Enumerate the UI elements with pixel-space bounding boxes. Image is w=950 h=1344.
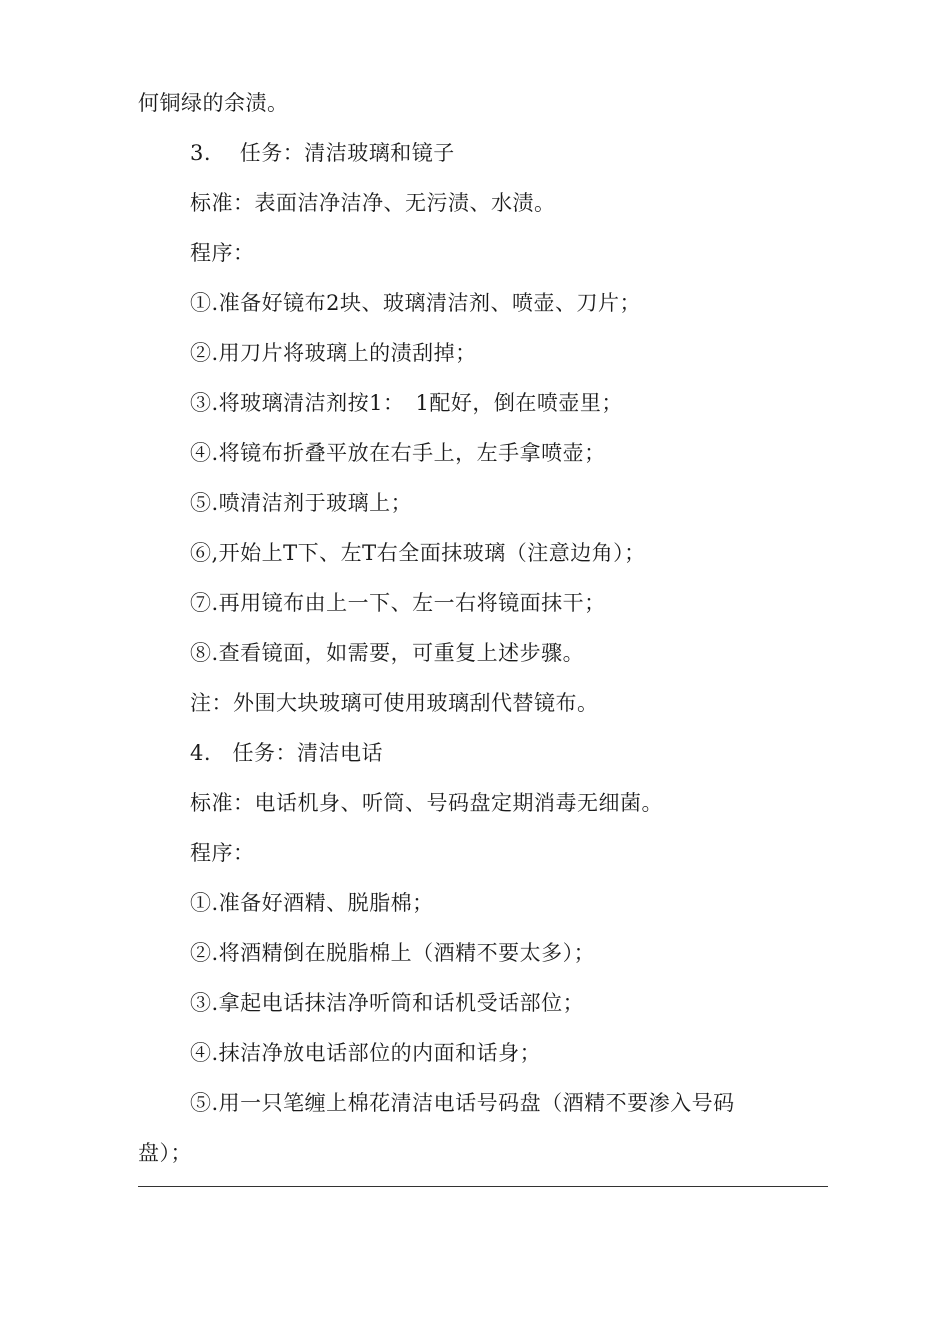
list-item: ⑥,开始上T下、左T右全面抹玻璃（注意边角）； (190, 541, 646, 565)
list-item: ③.拿起电话抹洁净听筒和话机受话部位； (190, 991, 585, 1015)
text-line: 程序： (190, 241, 255, 265)
list-item: ⑤.用一只笔缠上棉花清洁电话号码盘（酒精不要渗入号码 (190, 1091, 735, 1115)
list-item: ⑦.再用镜布由上一下、左一右将镜面抹干； (190, 591, 606, 615)
note-text: 注：外围大块玻璃可使用玻璃刮代替镜布。 (190, 691, 599, 715)
list-item: ⑧.查看镜面，如需要，可重复上述步骤。 (190, 641, 585, 665)
list-item: ①.准备好镜布2块、玻璃清洁剂、喷壶、刀片； (190, 291, 642, 315)
list-item: ①.准备好酒精、脱脂棉； (190, 891, 434, 915)
text-line: 标准：表面洁净洁净、无污渍、水渍。 (190, 191, 556, 215)
list-item: ④.将镜布折叠平放在右手上，左手拿喷壶； (190, 441, 606, 465)
list-item: ③.将玻璃清洁剂按1： 1配好，倒在喷壶里； (190, 391, 623, 415)
list-item: ④.抹洁净放电话部位的内面和话身； (190, 1041, 542, 1065)
list-item: ②.用刀片将玻璃上的渍刮掉； (190, 341, 477, 365)
list-item: ②.将酒精倒在脱脂棉上（酒精不要太多）； (190, 941, 596, 965)
text-line: 何铜绿的余渍。 (138, 91, 289, 115)
list-item-continuation: 盘）； (138, 1141, 192, 1165)
section-heading: 4. 任务：清洁电话 (190, 741, 384, 765)
section-heading: 3. 任务：清洁玻璃和镜子 (190, 141, 455, 165)
text-line: 标准：电话机身、听筒、号码盘定期消毒无细菌。 (190, 791, 663, 815)
text-line: 程序： (190, 841, 255, 865)
footer-divider (138, 1186, 828, 1187)
list-item: ⑤.喷清洁剂于玻璃上； (190, 491, 413, 515)
